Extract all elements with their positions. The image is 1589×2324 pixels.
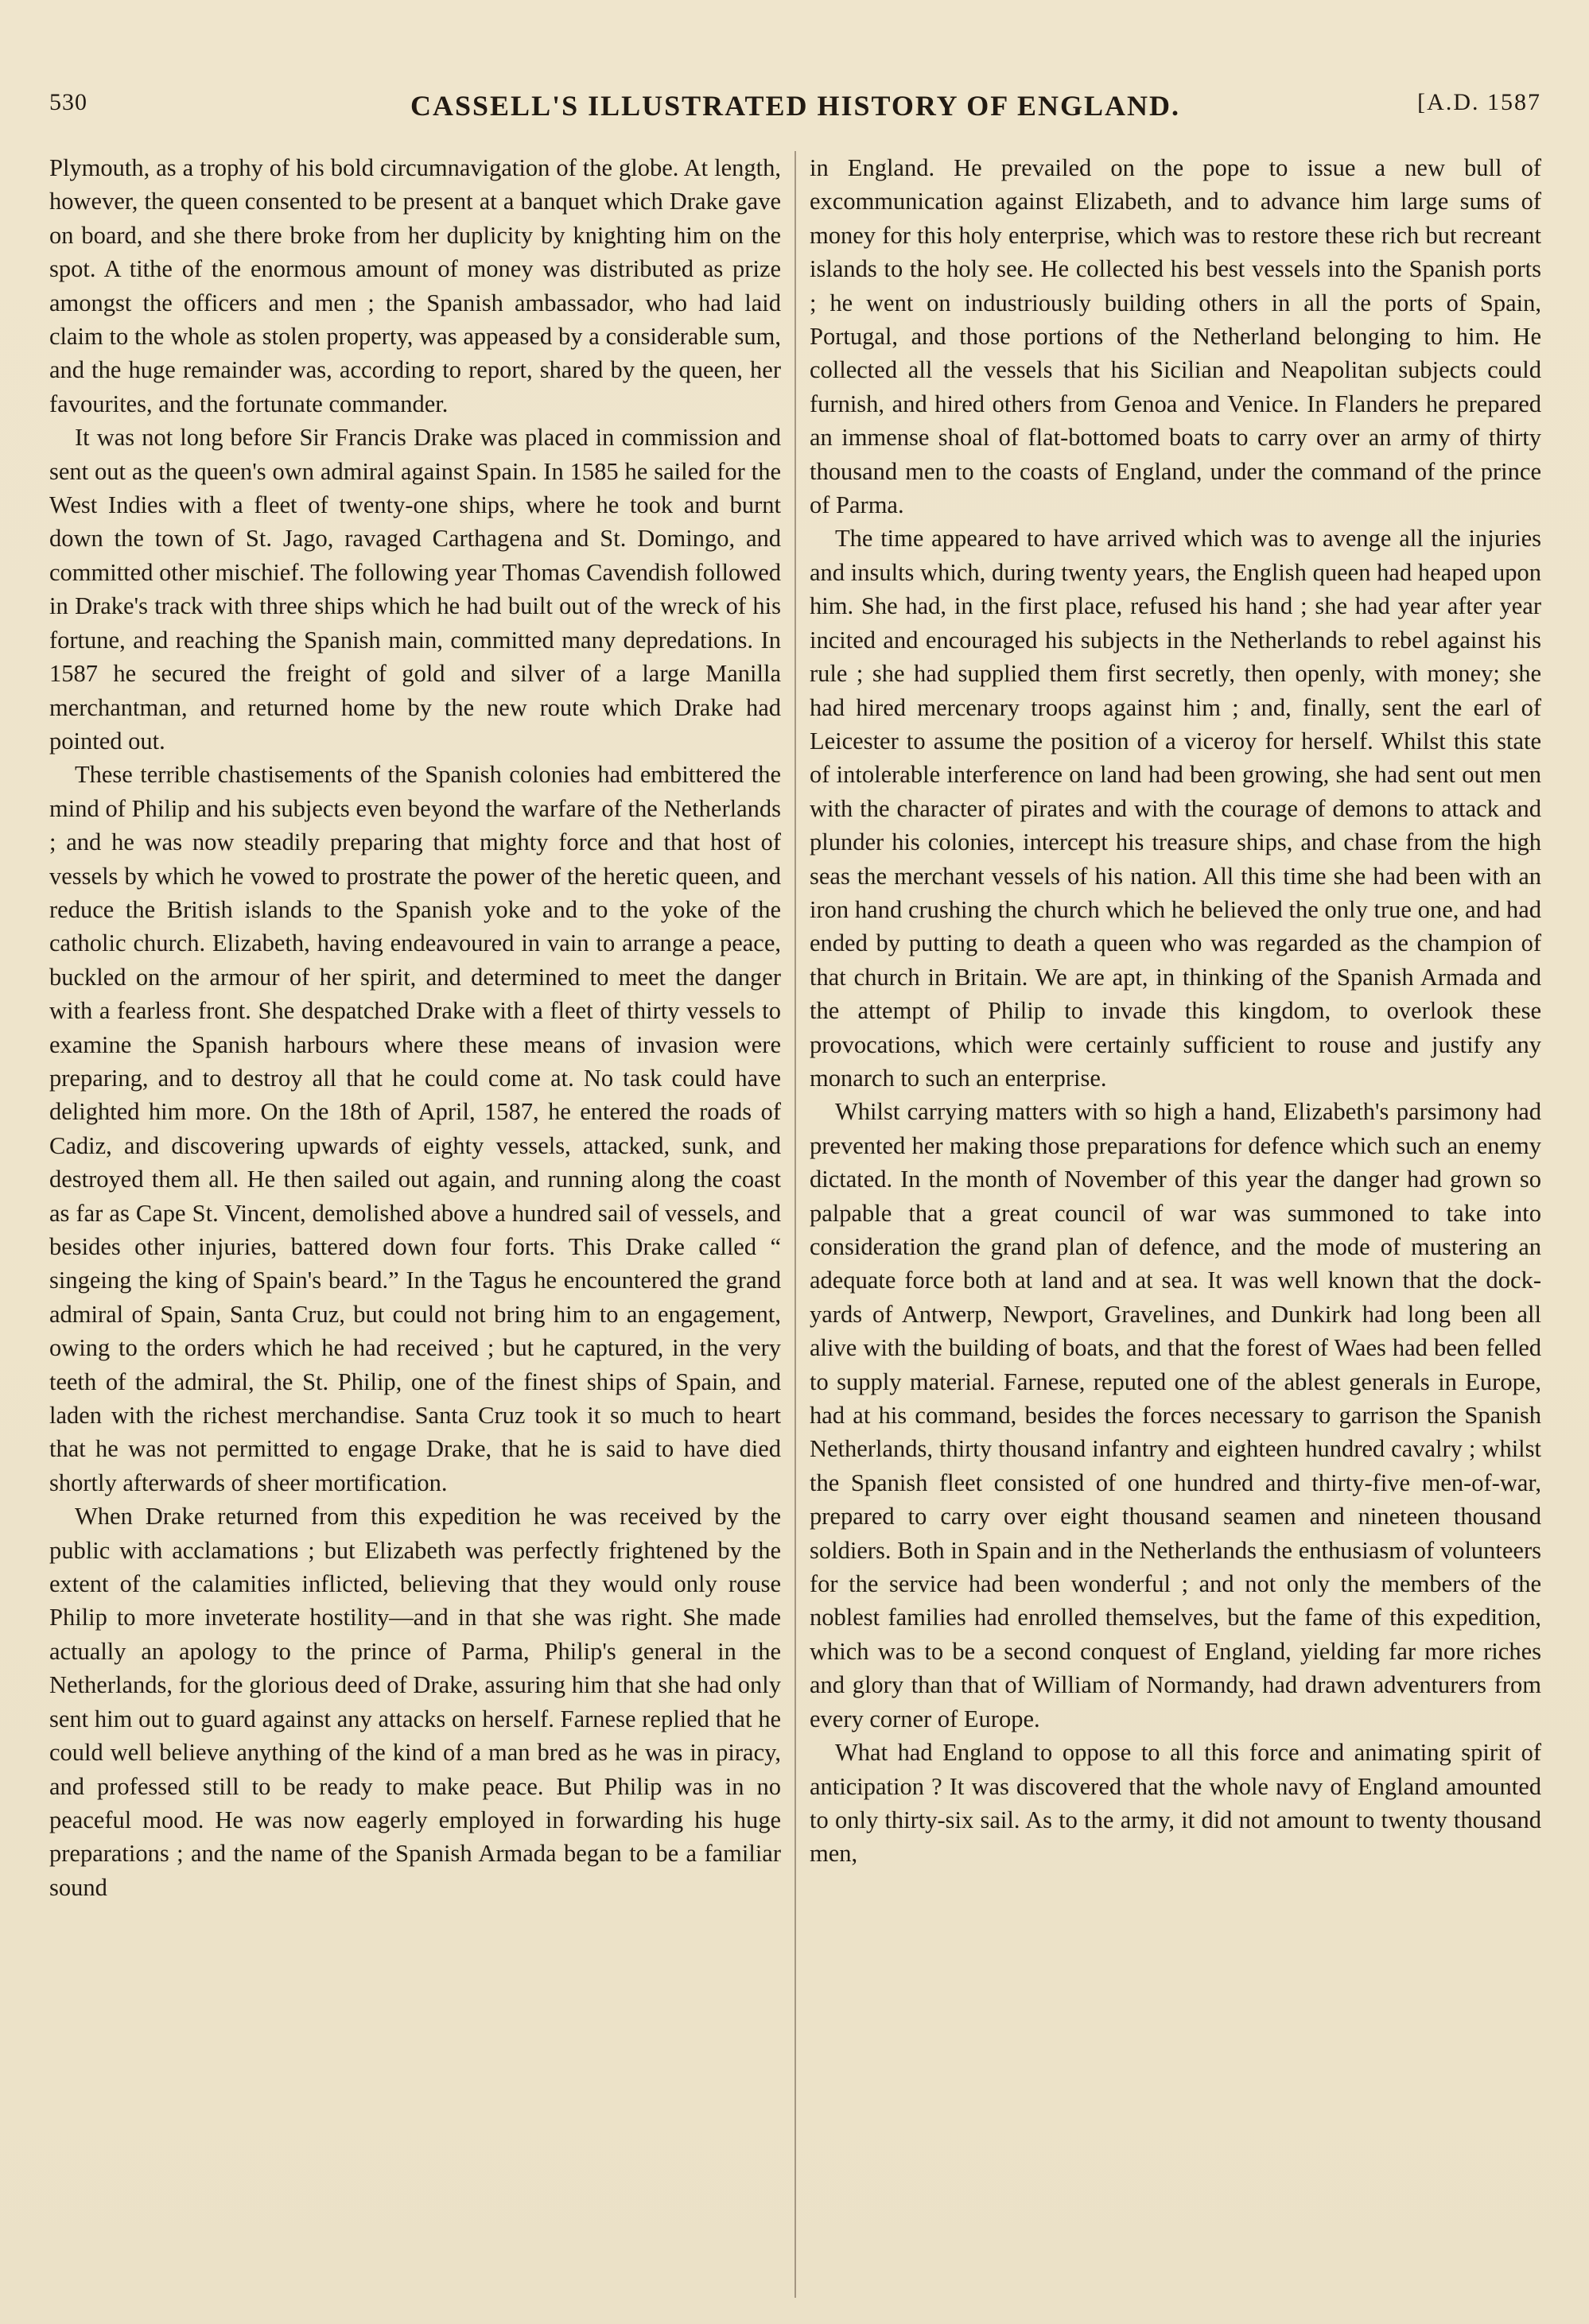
paragraph: The time appeared to have arrived which was to avenge all the injuries and insults which, during twenty years, the English queen had heaped upon him. She had, in the first place, refused his hand ; she had year after year incited and encouraged his subjects in the Netherlands to rebel against his rule ; she had supplied them first secretly, then openly, with money; she had hired mercenary troops against him ; and, finally, sent the earl of Leicester to assume the position of a viceroy for herself. Whilst this state of intolerable interference on land had been growing, she had sent out men with the character of pirates and with the courage of demons to attack and plunder his colonies, intercept his treasure ships, and chase from the high seas the merchant vessels of his nation. All this time she had been with an iron hand crushing the church which he believed the only true one, and had ended by putting to death a queen who was regarded as the champion of that church in Britain. We are apt, in thinking of the Spanish Armada and the attempt of Philip to invade this kingdom, to overlook these provocations, which were certainly sufficient to rouse and justify any monarch to such an enterprise. [810, 525, 1541, 1092]
page-header [49, 89, 1541, 127]
text-columns [49, 151, 1541, 2300]
page-number: 530 [49, 89, 87, 115]
date-reference: [A.D. 1587 [1417, 89, 1541, 115]
running-title: CASSELL'S ILLUSTRATED HISTORY OF ENGLAND. [410, 90, 1180, 122]
paragraph: in England. He prevailed on the pope to issue a new bull of excommunication against Elizabeth, and to advance him large sums of money for this holy enterprise, which was to restore these rich but recreant islands to the holy see. He collected his best vessels into the Spanish ports ; he went on industriously building others in all the ports of Spain, Portugal, and those portions of the Netherland belonging to him. He collected all the vessels that his Sicilian and Neapolitan subjects could furnish, and hired others from Genoa and Venice. In Flanders he prepared an immense shoal of flat-bottomed boats to carry over an army of thirty thousand men to the coasts of England, under the command of the prince of Parma. [810, 154, 1541, 519]
paragraph: It was not long before Sir Francis Drake was placed in commission and sent out as the queen's own admiral against Spain. In 1585 he sailed for the West Indies with a fleet of twenty-one ships, where he took and burnt down the town of St. Jago, ravaged Carthagena and St. Domingo, and committed other mischief. The following year Thomas Cavendish followed in Drake's track with three ships which he had built out of the wreck of his fortune, and reaching the Spanish main, committed many depredations. In 1587 he secured the freight of gold and silver of a large Manilla merchantman, and returned home by the new route which Drake had pointed out. [49, 424, 781, 755]
paragraph: Plymouth, as a trophy of his bold circumnavigation of the globe. At length, however, the queen consented to be present at a banquet which Drake gave on board, and she there broke from her duplicity by knighting him on the spot. A tithe of the enormous amount of money was distributed as prize amongst the officers and men ; the Spanish ambassador, who had laid claim to the whole as stolen property, was appeased by a considerable sum, and the huge remainder was, according to report, shared by the queen, her favourites, and the fortunate commander. [49, 154, 781, 417]
column-divider [794, 151, 796, 2298]
paragraph: Whilst carrying matters with so high a hand, Elizabeth's parsimony had prevented her making those preparations for defence which such an enemy dictated. In the month of November of this year the danger had grown so palpable that a great council of war was summoned to take into consideration the grand plan of defence, and the mode of mustering an adequate force both at land and at sea. It was well known that the dock-yards of Antwerp, Newport, Gravelines, and Dunkirk had long been all alive with the building of boats, and that the forest of Waes had been felled to supply material. Farnese, reputed one of the ablest generals in Europe, had at his command, besides the forces necessary to garrison the Spanish Netherlands, thirty thousand infantry and eighteen hundred cavalry ; whilst the Spanish fleet consisted of one hundred and thirty-five men-of-war, prepared to carry over eight thousand seamen and nineteen thousand soldiers. Both in Spain and in the Netherlands the enthusiasm of volunteers for the service had been wonderful ; and not only the members of the noblest families had enrolled themselves, but the fame of this expedition, which was to be a second conquest of England, yielding far more riches and glory than that of William of Normandy, had drawn adventurers from every corner of Europe. [810, 1098, 1541, 1732]
paragraph: When Drake returned from this expedition he was received by the public with acclamations ; but Elizabeth was perfectly frightened by the extent of the calamities inflicted, believing that they would only rouse Philip to more inveterate hostility—and in that she was right. She made actually an apology to the prince of Parma, Philip's general in the Netherlands, for the glorious deed of Drake, assuring him that she had only sent him out to guard against any attacks on herself. Farnese replied that he could well believe anything of the kind of a man bred as he was in piracy, and professed still to be ready to make peace. But Philip was in no peaceful mood. He was now eagerly employed in forwarding his huge preparations ; and the name of the Spanish Armada began to be a familiar sound [49, 1503, 781, 1901]
right-column [810, 151, 1541, 2300]
left-column [49, 151, 781, 2300]
paragraph: These terrible chastisements of the Spanish colonies had embittered the mind of Philip and his subjects even beyond the warfare of the Netherlands ; and he was now steadily preparing that mighty force and that host of vessels by which he vowed to prostrate the power of the heretic queen, and reduce the British islands to the Spanish yoke and to the yoke of the catholic church. Elizabeth, having endeavoured in vain to arrange a peace, buckled on the armour of her spirit, and determined to meet the danger with a fearless front. She despatched Drake with a fleet of thirty vessels to examine the Spanish harbours where these means of invasion were preparing, and to destroy all that he could come at. No task could have delighted him more. On the 18th of April, 1587, he entered the roads of Cadiz, and discovering upwards of eighty vessels, attacked, sunk, and destroyed them all. He then sailed out again, and running along the coast as far as Cape St. Vincent, demolished above a hundred sail of vessels, and besides other injuries, battered down four forts. This Drake called “ singeing the king of Spain's beard.” In the Tagus he encountered the grand admiral of Spain, Santa Cruz, but could not bring him to an engagement, owing to the orders which he had received ; but he captured, in the very teeth of the admiral, the St. Philip, one of the finest ships of Spain, and laden with the richest merchandise. Santa Cruz took it so much to heart that he was not permitted to engage Drake, that he is said to have died shortly afterwards of sheer mortification. [49, 761, 781, 1496]
paragraph: What had England to oppose to all this force and animating spirit of anticipation ? It was discovered that the whole navy of England amounted to only thirty-six sail. As to the army, it did not amount to twenty thousand men, [810, 1739, 1541, 1868]
